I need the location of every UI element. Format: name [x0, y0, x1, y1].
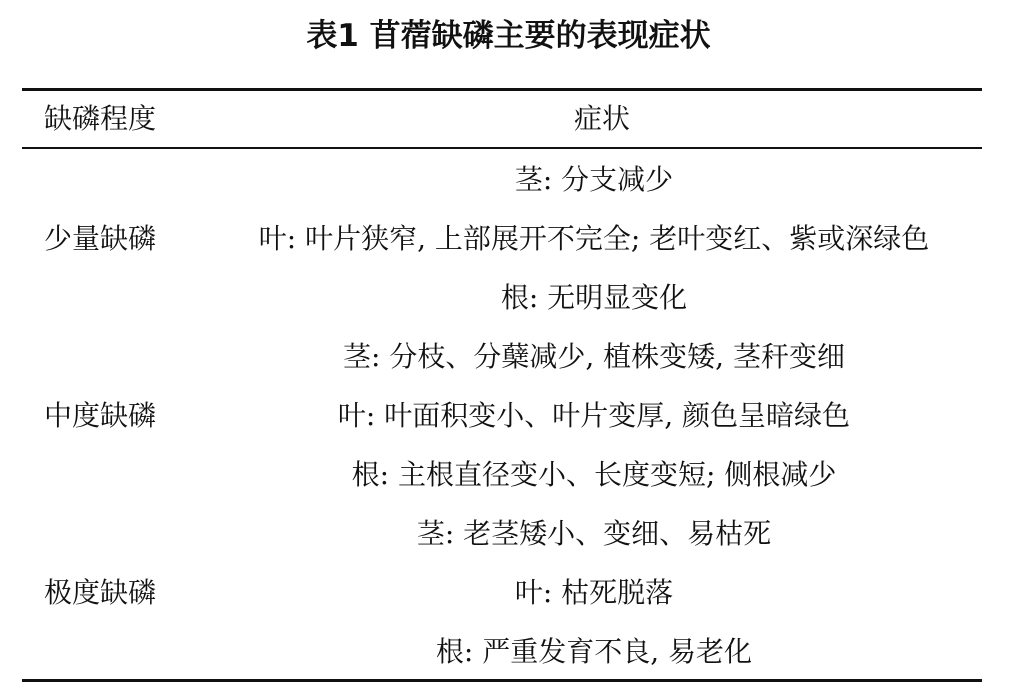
table-header-rule [22, 147, 982, 149]
table-row [22, 150, 982, 327]
header-symptom: 症状 [573, 102, 630, 135]
symptom-stem: 茎: 分支减少 [514, 163, 674, 196]
symptom-stem: 茎: 老茎矮小、变细、易枯死 [416, 517, 772, 550]
symptom-cell [206, 327, 982, 504]
symptom-stem: 茎: 分枝、分蘖减少, 植株变矮, 茎秆变细 [343, 340, 845, 373]
table-row [22, 504, 982, 681]
table-header-row [22, 91, 982, 147]
symptom-cell [206, 150, 982, 327]
symptom-root: 根: 无明显变化 [500, 281, 688, 314]
table-title: 表1 苜蓿缺磷主要的表现症状 [306, 18, 711, 54]
symptom-root: 根: 严重发育不良, 易老化 [435, 635, 753, 668]
symptom-leaf: 叶: 叶面积变小、叶片变厚, 颜色呈暗绿色 [337, 399, 851, 432]
table-row [22, 327, 982, 504]
degree-cell: 中度缺磷 [44, 399, 157, 432]
symptom-leaf: 叶: 叶片狭窄, 上部展开不完全; 老叶变红、紫或深绿色 [258, 222, 930, 255]
symptom-root: 根: 主根直径变小、长度变短; 侧根减少 [351, 458, 837, 491]
symptom-leaf: 叶: 枯死脱落 [514, 576, 674, 609]
degree-cell: 极度缺磷 [44, 576, 157, 609]
table-bottom-rule [22, 679, 982, 682]
symptom-cell [206, 504, 982, 681]
degree-cell: 少量缺磷 [44, 222, 157, 255]
header-degree: 缺磷程度 [44, 102, 157, 135]
